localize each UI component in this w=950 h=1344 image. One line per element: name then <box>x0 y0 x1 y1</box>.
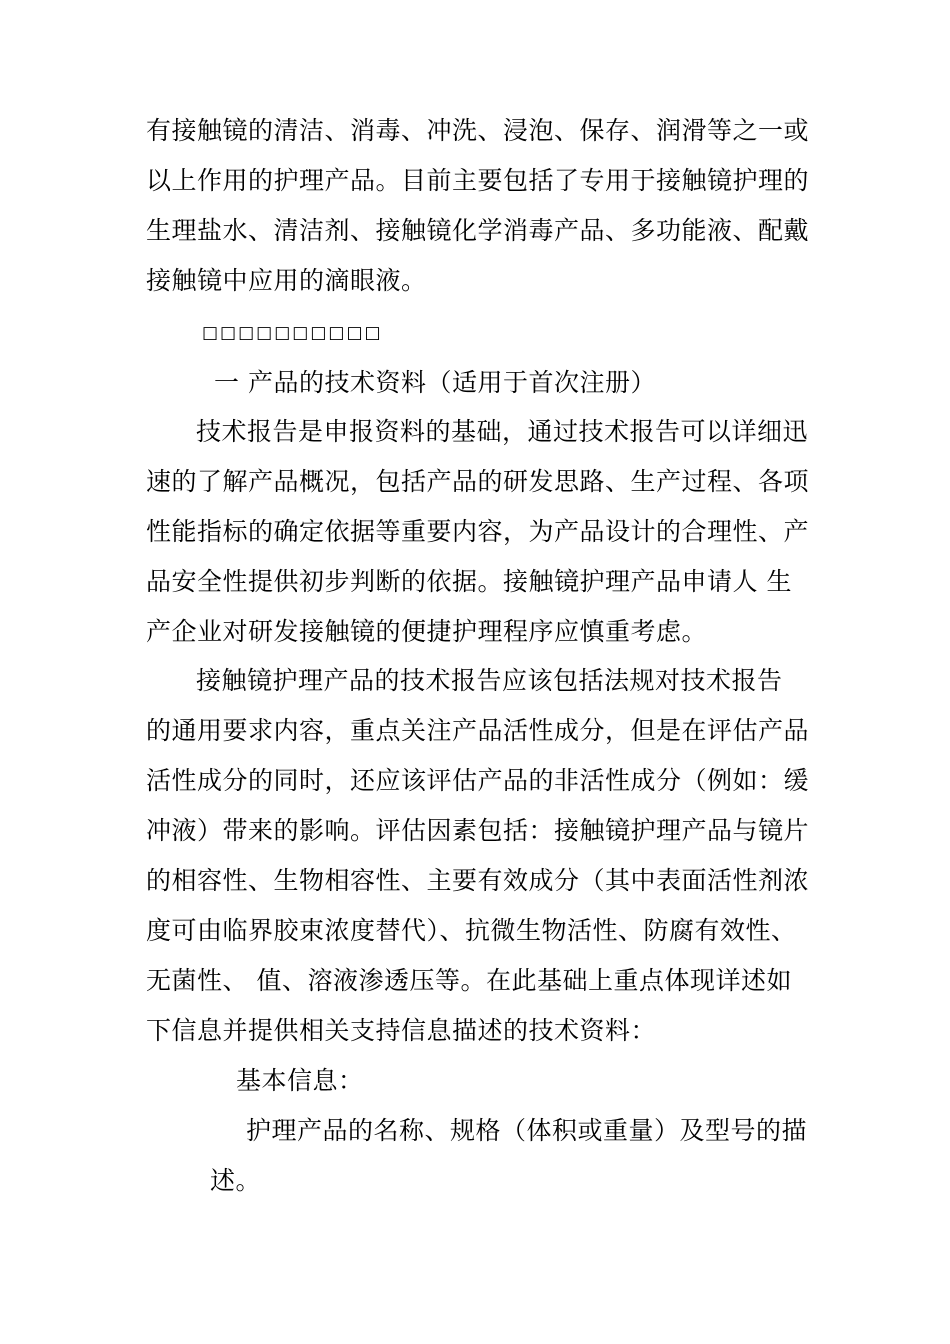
paragraph-line: 技术报告是申报资料的基础，通过技术报告可以详细迅 <box>196 417 809 446</box>
paragraph-line: 性能指标的确定依据等重要内容，为产品设计的合理性、产 <box>146 517 810 546</box>
paragraph-line: 品安全性提供初步判断的依据。接触镜护理产品申请人 生 <box>146 567 792 596</box>
paragraph-line: 无菌性、 值、溶液渗透压等。在此基础上重点体现详述如 <box>146 966 792 995</box>
paragraph-line: 活性成分的同时，还应该评估产品的非活性成分（例如：缓 <box>146 766 810 795</box>
sub-heading: 基本信息： <box>236 1066 364 1095</box>
paragraph-line: 度可由临界胶束浓度替代）、抗微生物活性、防腐有效性、 <box>146 916 797 945</box>
paragraph-line: 有接触镜的清洁、消毒、冲洗、浸泡、保存、润滑等之一或 <box>146 116 810 145</box>
paragraph-line: 速的了解产品概况，包括产品的研发思路、生产过程、各项 <box>146 467 810 496</box>
paragraph-line: 的相容性、生物相容性、主要有效成分（其中表面活性剂浓 <box>146 866 810 895</box>
garbled-heading: □□□□□□□□□□ <box>202 323 383 343</box>
paragraph-line: 接触镜中应用的滴眼液。 <box>146 266 427 295</box>
paragraph-line: 的通用要求内容，重点关注产品活性成分，但是在评估产品 <box>146 716 810 745</box>
paragraph-line: 以上作用的护理产品。目前主要包括了专用于接触镜护理的 <box>146 166 810 195</box>
paragraph-line: 产企业对研发接触镜的便捷护理程序应慎重考虑。 <box>146 617 708 646</box>
paragraph-line: 生理盐水、清洁剂、接触镜化学消毒产品、多功能液、配戴 <box>146 216 810 245</box>
paragraph-line: 护理产品的名称、规格（体积或重量）及型号的描 <box>246 1116 808 1145</box>
paragraph-line: 冲液）带来的影响。评估因素包括：接触镜护理产品与镜片 <box>146 816 810 845</box>
section-heading: 一 产品的技术资料（适用于首次注册） <box>214 368 656 397</box>
paragraph-line: 述。 <box>210 1166 262 1195</box>
paragraph-line: 接触镜护理产品的技术报告应该包括法规对技术报告 <box>196 666 783 695</box>
paragraph-line: 下信息并提供相关支持信息描述的技术资料： <box>146 1016 657 1045</box>
